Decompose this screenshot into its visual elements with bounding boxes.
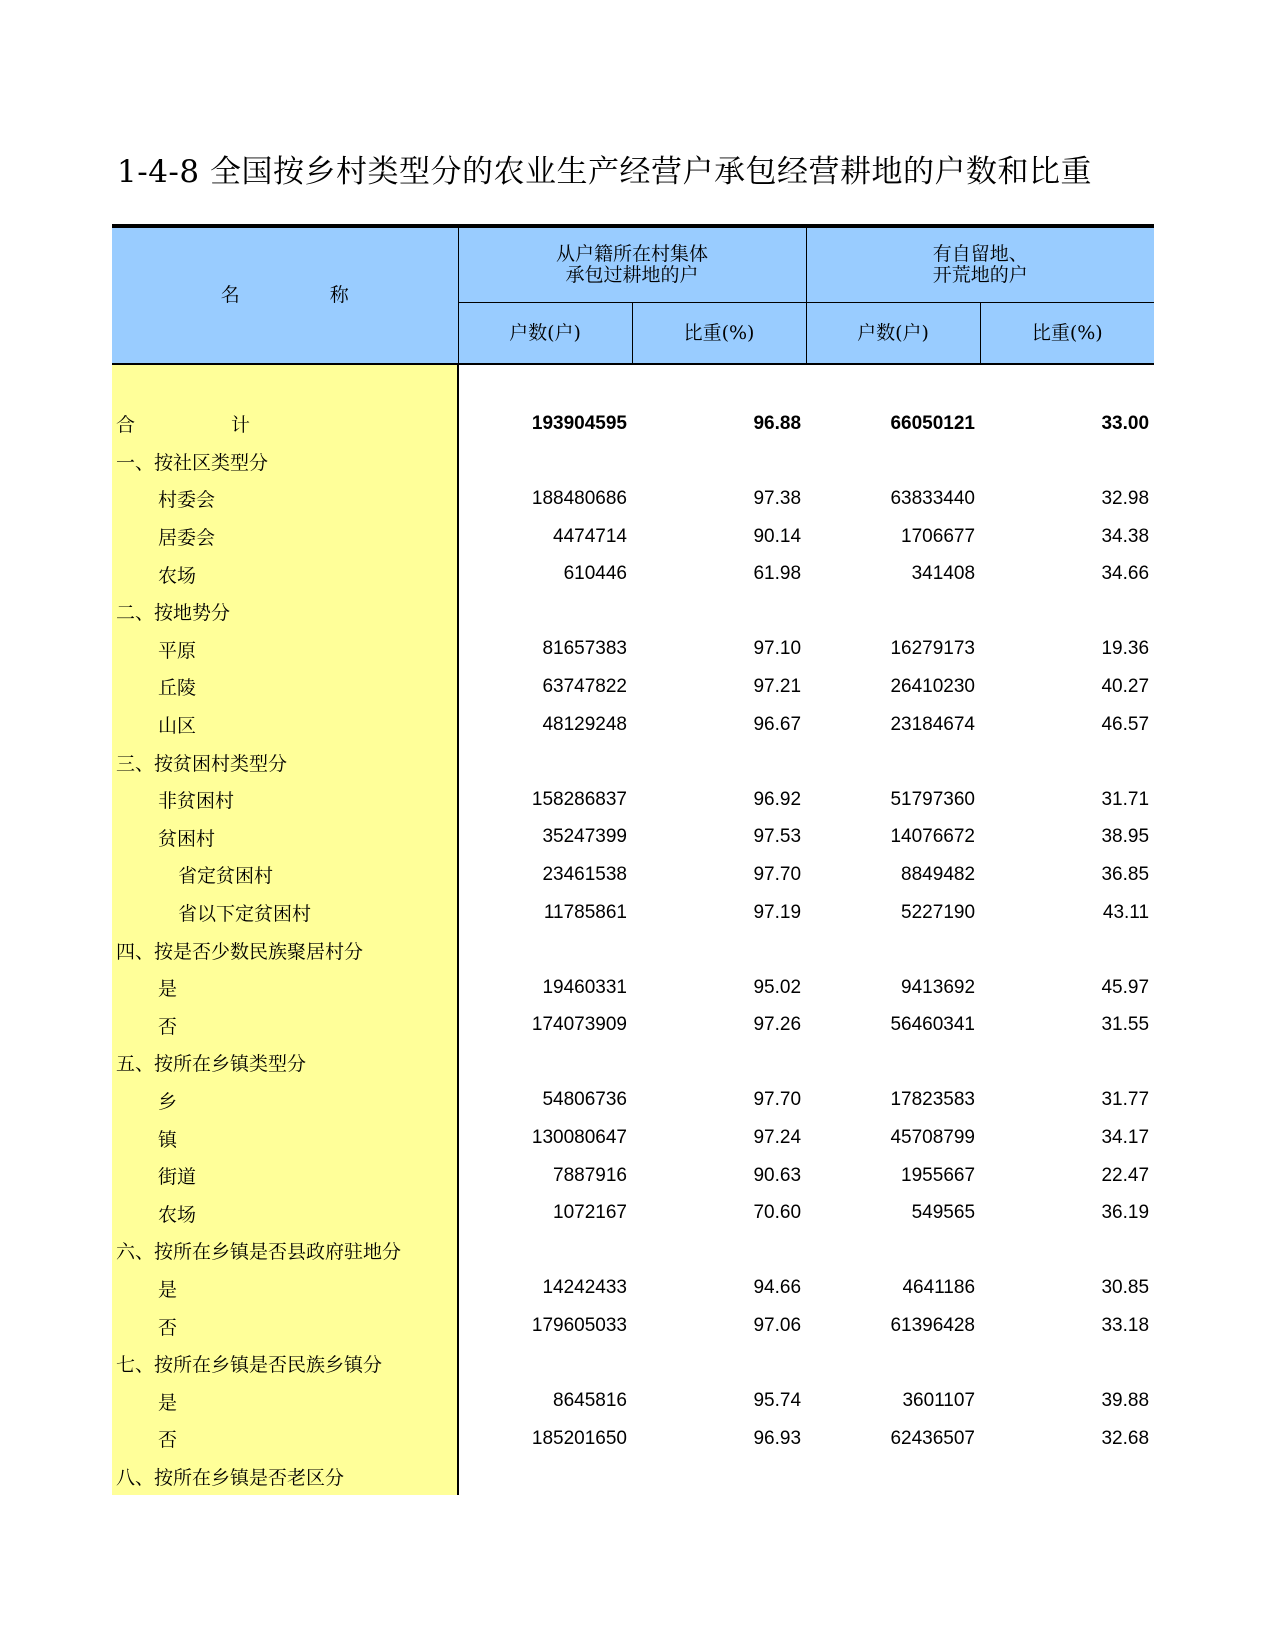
table-row (112, 1345, 1154, 1383)
ratio-cell-2: 31.71 (1101, 788, 1150, 810)
total-ratio: 96.88 (753, 412, 802, 434)
ratio-cell (632, 1458, 806, 1496)
table-row (112, 1382, 1154, 1420)
households-cell-2: 8849482 (901, 863, 976, 885)
name-column-header: 名 称 (112, 226, 458, 364)
ratio-cell-2: 34.17 (1101, 1127, 1150, 1149)
ratio-header-2: 比重(%) (980, 303, 1154, 365)
households-cell-2 (806, 743, 980, 781)
table-row (112, 743, 1154, 781)
ratio-cell-2: 38.95 (1101, 826, 1150, 848)
section-label: 三、按贫困村类型分 (112, 743, 458, 781)
households-cell-2: 63833440 (890, 487, 976, 509)
households-cell: 11785861 (543, 901, 627, 923)
households-cell: 48129248 (542, 713, 627, 735)
row-label: 山区 (112, 706, 458, 744)
ratio-cell-2: 32.98 (1101, 487, 1150, 509)
ratio-cell-2: 40.27 (1101, 675, 1150, 697)
households-cell (458, 593, 632, 631)
households-cell: 81657383 (542, 638, 627, 660)
households-cell-2: 17823583 (890, 1089, 976, 1111)
households-cell-2: 1706677 (901, 525, 976, 547)
table-row (112, 593, 1154, 631)
ratio-cell: 97.26 (753, 1014, 802, 1036)
table-row (112, 1458, 1154, 1496)
ratio-cell (632, 931, 806, 969)
section-label: 二、按地势分 (112, 593, 458, 631)
ratio-cell (632, 593, 806, 631)
households-cell: 1072167 (553, 1202, 627, 1224)
total-ratio-2: 33.00 (1101, 412, 1150, 434)
households-cell-2: 26410230 (890, 675, 976, 697)
ratio-cell (632, 443, 806, 481)
row-label: 居委会 (112, 518, 458, 556)
households-cell-2: 56460341 (890, 1014, 976, 1036)
group-header-contracted: 从户籍所在村集体 承包过耕地的户 (458, 226, 806, 303)
households-cell-2: 61396428 (890, 1315, 976, 1337)
table-row (112, 856, 1154, 894)
table-row (112, 1044, 1154, 1082)
table-row (112, 931, 1154, 969)
table-row (112, 706, 1154, 744)
ratio-cell (632, 743, 806, 781)
section-label: 八、按所在乡镇是否老区分 (112, 1458, 458, 1496)
ratio-cell-2 (980, 1044, 1154, 1082)
ratio-cell: 61.98 (753, 563, 802, 585)
households-cell: 7887916 (553, 1164, 627, 1186)
households-cell-2: 23184674 (890, 713, 976, 735)
total-row (112, 405, 1154, 443)
ratio-cell: 96.93 (753, 1427, 802, 1449)
row-label: 平原 (112, 631, 458, 669)
households-cell-2: 16279173 (890, 638, 976, 660)
ratio-cell: 97.10 (753, 638, 802, 660)
households-cell: 610446 (563, 563, 627, 585)
table-row (112, 443, 1154, 481)
households-cell: 14242433 (542, 1277, 627, 1299)
ratio-cell-2 (980, 743, 1154, 781)
households-cell (458, 743, 632, 781)
row-label: 农场 (112, 555, 458, 593)
households-cell: 158286837 (531, 788, 627, 810)
ratio-cell-2: 45.97 (1101, 976, 1150, 998)
row-label: 否 (112, 1420, 458, 1458)
ratio-cell: 96.92 (753, 788, 802, 810)
ratio-cell (632, 1044, 806, 1082)
table-row (112, 781, 1154, 819)
table-row (112, 1420, 1154, 1458)
households-header-2: 户数(户) (806, 303, 980, 365)
ratio-cell-2: 46.57 (1101, 713, 1150, 735)
row-label: 街道 (112, 1157, 458, 1195)
row-label: 镇 (112, 1119, 458, 1157)
ratio-cell: 97.19 (753, 901, 802, 923)
ratio-cell-2: 22.47 (1101, 1164, 1150, 1186)
households-cell-2 (806, 931, 980, 969)
ratio-cell-2: 34.38 (1101, 525, 1150, 547)
section-label: 七、按所在乡镇是否民族乡镇分 (112, 1345, 458, 1383)
ratio-cell-2: 31.77 (1101, 1089, 1150, 1111)
households-cell-2: 51797360 (890, 788, 976, 810)
page-title: 1-4-8 全国按乡村类型分的农业生产经营户承包经营耕地的户数和比重 (117, 154, 1092, 190)
households-cell-2: 3601107 (902, 1390, 976, 1412)
row-label: 是 (112, 969, 458, 1007)
households-cell-2: 62436507 (890, 1427, 976, 1449)
households-cell: 23461538 (542, 863, 627, 885)
group-header-private-plot: 有自留地、 开荒地的户 (806, 226, 1154, 303)
ratio-cell: 97.53 (753, 826, 802, 848)
statistics-table (112, 224, 1154, 1495)
ratio-cell-2: 43.11 (1102, 901, 1150, 923)
households-cell-2 (806, 1458, 980, 1496)
ratio-cell-2 (980, 1458, 1154, 1496)
ratio-header: 比重(%) (632, 303, 806, 365)
ratio-cell-2: 33.18 (1101, 1315, 1150, 1337)
households-cell-2: 14076672 (890, 826, 976, 848)
ratio-cell-2 (980, 1345, 1154, 1383)
households-header: 户数(户) (458, 303, 632, 365)
households-cell: 4474714 (553, 525, 627, 547)
ratio-cell: 90.63 (753, 1164, 802, 1186)
table-row (112, 969, 1154, 1007)
ratio-cell-2: 19.36 (1101, 638, 1150, 660)
households-cell: 185201650 (531, 1427, 627, 1449)
row-label: 乡 (112, 1082, 458, 1120)
row-label: 是 (112, 1382, 458, 1420)
ratio-cell: 97.70 (753, 1089, 802, 1111)
table-row (112, 1082, 1154, 1120)
table-row (112, 631, 1154, 669)
row-label: 非贫困村 (112, 781, 458, 819)
row-label: 贫困村 (112, 819, 458, 857)
row-label: 否 (112, 1007, 458, 1045)
ratio-cell: 97.21 (753, 675, 802, 697)
ratio-cell-2: 30.85 (1101, 1277, 1150, 1299)
households-cell-2: 549565 (911, 1202, 976, 1224)
row-label: 省以下定贫困村 (112, 894, 458, 932)
households-cell: 188480686 (531, 487, 627, 509)
ratio-cell: 95.74 (753, 1390, 802, 1412)
households-cell: 54806736 (542, 1089, 627, 1111)
households-cell: 63747822 (542, 675, 627, 697)
households-cell-2: 341408 (911, 563, 976, 585)
ratio-cell-2: 39.88 (1101, 1390, 1150, 1412)
ratio-cell-2: 36.85 (1101, 863, 1150, 885)
households-cell-2: 4641186 (902, 1277, 976, 1299)
table-row (112, 555, 1154, 593)
row-label: 省定贫困村 (112, 856, 458, 894)
table-row (112, 518, 1154, 556)
households-cell-2 (806, 1345, 980, 1383)
households-cell-2 (806, 593, 980, 631)
households-cell: 130080647 (531, 1127, 627, 1149)
ratio-cell-2: 32.68 (1101, 1427, 1150, 1449)
ratio-cell-2: 36.19 (1101, 1202, 1150, 1224)
table-row (112, 1270, 1154, 1308)
households-cell (458, 1232, 632, 1270)
households-cell: 19460331 (542, 976, 627, 998)
ratio-cell-2: 34.66 (1101, 563, 1150, 585)
table-row (112, 1307, 1154, 1345)
households-cell: 179605033 (531, 1315, 627, 1337)
ratio-cell: 94.66 (753, 1277, 802, 1299)
ratio-cell-2 (980, 443, 1154, 481)
households-cell (458, 1044, 632, 1082)
ratio-cell-2 (980, 1232, 1154, 1270)
ratio-cell-2 (980, 593, 1154, 631)
total-households-2: 66050121 (890, 412, 976, 434)
row-label: 村委会 (112, 480, 458, 518)
table-row (112, 1194, 1154, 1232)
ratio-cell: 95.02 (753, 976, 802, 998)
households-cell-2 (806, 1232, 980, 1270)
row-label: 否 (112, 1307, 458, 1345)
ratio-cell: 97.38 (753, 487, 802, 509)
households-cell (458, 931, 632, 969)
ratio-cell (632, 1345, 806, 1383)
households-cell-2: 9413692 (901, 976, 976, 998)
table-row (112, 1232, 1154, 1270)
row-label: 丘陵 (112, 668, 458, 706)
households-cell (458, 443, 632, 481)
row-label: 是 (112, 1270, 458, 1308)
households-cell-2: 45708799 (890, 1127, 976, 1149)
ratio-cell: 70.60 (753, 1202, 802, 1224)
section-label: 六、按所在乡镇是否县政府驻地分 (112, 1232, 458, 1270)
ratio-cell-2: 31.55 (1101, 1014, 1150, 1036)
table-row (112, 1007, 1154, 1045)
table-row (112, 819, 1154, 857)
households-cell: 35247399 (542, 826, 627, 848)
section-label: 五、按所在乡镇类型分 (112, 1044, 458, 1082)
table-row (112, 894, 1154, 932)
households-cell-2 (806, 443, 980, 481)
table-row (112, 668, 1154, 706)
table-row (112, 480, 1154, 518)
table-row (112, 1119, 1154, 1157)
ratio-cell: 97.06 (753, 1315, 802, 1337)
households-cell: 8645816 (553, 1390, 627, 1412)
table-row (112, 1157, 1154, 1195)
ratio-cell (632, 1232, 806, 1270)
households-cell: 174073909 (531, 1014, 627, 1036)
total-households: 193904595 (531, 412, 627, 434)
total-label: 合 计 (112, 405, 458, 443)
households-cell (458, 1458, 632, 1496)
row-label: 农场 (112, 1194, 458, 1232)
households-cell-2: 1955667 (901, 1164, 976, 1186)
households-cell (458, 1345, 632, 1383)
section-label: 四、按是否少数民族聚居村分 (112, 931, 458, 969)
ratio-cell: 96.67 (753, 713, 802, 735)
section-label: 一、按社区类型分 (112, 443, 458, 481)
ratio-cell: 97.24 (753, 1127, 802, 1149)
ratio-cell: 97.70 (753, 863, 802, 885)
households-cell-2: 5227190 (901, 901, 976, 923)
ratio-cell: 90.14 (753, 525, 802, 547)
ratio-cell-2 (980, 931, 1154, 969)
households-cell-2 (806, 1044, 980, 1082)
